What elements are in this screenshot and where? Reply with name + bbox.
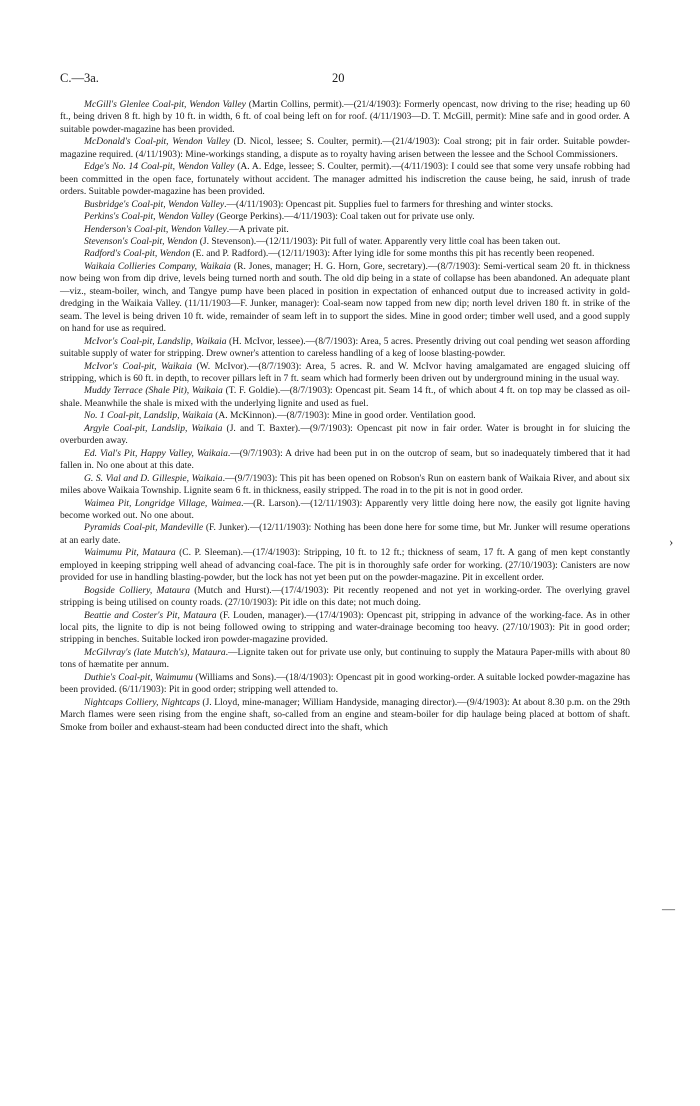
entry-text: .—A private pit.: [226, 223, 289, 235]
entry-title: Duthie's Coal-pit, Waimumu: [84, 671, 193, 683]
page-body: [60, 99, 630, 734]
paragraph-entry: [60, 423, 630, 448]
paragraph-entry: [60, 498, 630, 523]
entry-title: Waimea Pit, Longridge Village, Waimea: [84, 497, 242, 509]
entry-text: (J. and T. Baxter).—(9/7/1903): Opencast pit now in fair order. Water is brought in for sluicing the overburden away.: [60, 422, 631, 447]
paragraph-entry: [60, 211, 630, 223]
paragraph-entry: [60, 248, 630, 260]
entry-title: Bogside Colliery, Mataura: [84, 584, 190, 596]
paragraph-entry: [60, 136, 630, 161]
entry-text: (D. Nicol, lessee; S. Coulter, permit).—(21/4/1903): Coal strong; pit in fair order. Suitable powder-magazine required. (4/11/1903): Mine-workings standing, a dispute as to royalty having arisen between the lessee and the School Commissioners.: [60, 136, 630, 160]
entry-text: (F. Louden, manager).—(17/4/1903): Opencast pit, stripping in advance of the working-face. As in other local pits, the lignite to dip is not being followed owing to stripping and water-drainage becoming too heavy. (27/10/1903): Pit in good order; stripping in benches. Suitable locked iron powder-magazine provided.: [60, 609, 630, 646]
entry-text: (J. Lloyd, mine-manager; William Handyside, managing director).—(9/4/1903): At about 8.30 p.m. on the 29th March flames were seen rising from the engine shaft, so-called from an engine and steam-boiler for dip haulage being placed at bottom of shaft. Smoke from boiler and exhaust-steam had been conducted direct into the shaft, which: [60, 696, 630, 733]
entry-title: McDonald's Coal-pit, Wendon Valley: [84, 136, 230, 148]
entry-text: .—(R. Larson).—(12/11/1903): Apparently very little doing here now, the easily got lignite having become worked out. No one about.: [60, 497, 630, 521]
entry-text: (C. P. Sleeman).—(17/4/1903): Stripping, 10 ft. to 12 ft.; thickness of seam, 17 ft. A gang of men kept constantly employed in keeping stripping well ahead of advancing coal-face. The pit is in thoroughly safe order for working. (27/10/1903): Canisters are now provided for use in handling blasting-powder, but the lock has not yet been put on the powder-magazine. Pit in excellent order.: [60, 547, 630, 584]
entry-text: (W. McIvor).—(8/7/1903): Area, 5 acres. R. and W. McIvor having amalgamated are engaged sluicing off stripping, which is 60 ft. in depth, to recover pillars left in 7 ft. seam which had formerly been driven out by underground mining in the usual way.: [60, 360, 631, 384]
entry-title: Waimumu Pit, Mataura: [84, 547, 176, 559]
entry-text: (E. and P. Radford).—(12/11/1903): After lying idle for some months this pit has recently been reopened.: [190, 248, 595, 260]
paragraph-entry: [60, 448, 630, 473]
entry-title: Beattie and Coster's Pit, Mataura: [84, 609, 217, 621]
entry-title: Henderson's Coal-pit, Wendon Valley: [84, 223, 227, 235]
paragraph-entry: [60, 585, 630, 610]
entry-text: (J. Stevenson).—(12/11/1903): Pit full of water. Apparently very little coal has been taken out.: [197, 235, 561, 247]
entry-text: .—(9/7/1903): A drive had been put in on the outcrop of seam, but so inadequately timbered that it had fallen in. No one about at this date.: [60, 447, 630, 472]
page-number: 20: [332, 71, 345, 85]
entry-title: G. S. Vial and D. Gillespie, Waikaia: [84, 472, 223, 484]
entry-text: (George Perkins).—4/11/1903): Coal taken out for private use only.: [214, 211, 475, 223]
paragraph-entry: [60, 99, 630, 136]
entry-text: (A. A. Edge, lessee; S. Coulter, permit).—(4/11/1903): I could see that some very unsafe robbing had been committed in the open face, fortunately without accident. The manager admitted his indiscretion the cause being, he said, inrush of trade orders. Suitable powder-magazine has been provided.: [60, 161, 630, 198]
page-header: [60, 71, 630, 87]
entry-text: (Williams and Sons).—(18/4/1903): Opencast pit in good working-order. A suitable locked powder-magazine has been provided. (6/11/1903): Pit in good order; stripping well attended to.: [60, 671, 630, 696]
paragraph-entry: [60, 473, 630, 498]
paragraph-entry: [60, 697, 630, 734]
document-reference: C.—3a.: [60, 71, 99, 85]
entry-text: (Mutch and Hurst).—(17/4/1903): Pit recently reopened and not yet in working-order. The overlying gravel stripping is being utilised on county roads. (27/10/1903): Pit idle on this date; not much doing.: [60, 584, 631, 609]
paragraph-entry: [60, 161, 630, 198]
entry-text: (A. McKinnon).—(8/7/1903): Mine in good order. Ventilation good.: [212, 410, 476, 422]
entry-text: (H. McIvor, lessee).—(8/7/1903): Area, 5 acres. Presently driving out coal pending wet season affording suitable supply of water for stripping. Drew owner's attention to careless handling of a keg of loose blasting-powder.: [60, 335, 630, 360]
paragraph-entry: [60, 647, 630, 672]
paragraph-entry: [60, 199, 630, 211]
paragraph-entry: [60, 261, 630, 336]
paragraph-entry: [60, 361, 630, 386]
paragraph-entry: [60, 336, 630, 361]
paragraph-entry: [60, 236, 630, 248]
entry-title: Stevenson's Coal-pit, Wendon: [84, 235, 198, 247]
entry-title: Perkins's Coal-pit, Wendon Valley: [84, 211, 215, 223]
entry-text: .—(9/7/1903): This pit has been opened on Robson's Run on eastern bank of Waikaia River, and about six miles above Waikaia Township. Lignite seam 6 ft. in thickness, easily stripped. The road in to the pit is not in good order.: [60, 472, 630, 497]
entry-title: No. 1 Coal-pit, Landslip, Waikaia: [84, 410, 213, 422]
entry-title: Radford's Coal-pit, Wendon: [84, 248, 191, 260]
margin-dash: —: [662, 901, 675, 916]
entry-text: (F. Junker).—(12/11/1903): Nothing has been done here for some time, but Mr. Junker will resume operations at an early date.: [60, 522, 630, 546]
entry-title: McIvor's Coal-pit, Landslip, Waikaia: [84, 335, 227, 347]
entry-title: Ed. Vial's Pit, Happy Valley, Waikaia: [84, 447, 228, 459]
entry-text: .—(4/11/1903): Opencast pit. Supplies fuel to farmers for threshing and winter stocks.: [224, 198, 554, 210]
entry-text: .—Lignite taken out for private use only, but continuing to supply the Mataura Paper-mills with about 80 tons of hæmatite per annum.: [60, 646, 630, 671]
entry-title: Waikaia Collieries Company, Waikaia: [84, 260, 231, 272]
paragraph-entry: [60, 547, 630, 584]
paragraph-entry: [60, 385, 630, 410]
paragraph-entry: [60, 672, 630, 697]
paragraph-entry: [60, 224, 630, 236]
entry-title: Edge's No. 14 Coal-pit, Wendon Valley: [84, 161, 235, 173]
paragraph-entry: [60, 410, 630, 422]
entry-title: Muddy Terrace (Shale Pit), Waikaia: [84, 385, 223, 397]
paragraph-entry: [60, 522, 630, 547]
entry-title: Argyle Coal-pit, Landslip, Waikaia: [84, 422, 223, 434]
margin-mark: ›: [669, 534, 674, 549]
entry-text: (R. Jones, manager; H. G. Horn, Gore, secretary).—(8/7/1903): Semi-vertical seam 20 ft. in thickness now being won from dip drive, levels being turned north and south. The old dip being in a state of collapse has been abandoned. An adequate plant—viz., steam-boiler, winch, and Tangye pump have been placed in position in expectation of enhanced output due to increased activity in gold-dredging in the Waikaia Valley. (11/11/1903—F. Junker, manager): Coal-seam now tapped from new dip; north level driven 180 ft. in strike of the seam. The level is being driven 10 ft. wide, remainder of seam left in to support the sides. Mine in good order; timber well used, and a good supply on hand for use as required.: [60, 260, 630, 335]
entry-title: Busbridge's Coal-pit, Wendon Valley: [84, 198, 225, 210]
entry-title: McIvor's Coal-pit, Waikaia: [84, 360, 192, 372]
entry-title: McGill's Glenlee Coal-pit, Wendon Valley: [84, 99, 246, 110]
entry-title: Nightcaps Colliery, Nightcaps: [84, 696, 200, 708]
entry-title: McGilvray's (late Mutch's), Mataura: [84, 646, 226, 658]
entry-text: (T. F. Goldie).—(8/7/1903): Opencast pit. Seam 14 ft., of which about 4 ft. on top may be classed as oil-shale. Meanwhile the shale is mixed with the underlying lignite and used as fuel.: [60, 385, 630, 409]
entry-title: Pyramids Coal-pit, Mandeville: [84, 522, 204, 534]
paragraph-entry: [60, 610, 630, 647]
entry-text: (Martin Collins, permit).—(21/4/1903): Formerly opencast, now driving to the rise; heading up 60 ft., being driven 8 ft. high by 10 ft. in width, 6 ft. of coal being left on for roof. (4/11/1903—D. T. McGill, permit): Mine safe and in good order. A suitable powder-magazine has been provided.: [60, 99, 630, 135]
